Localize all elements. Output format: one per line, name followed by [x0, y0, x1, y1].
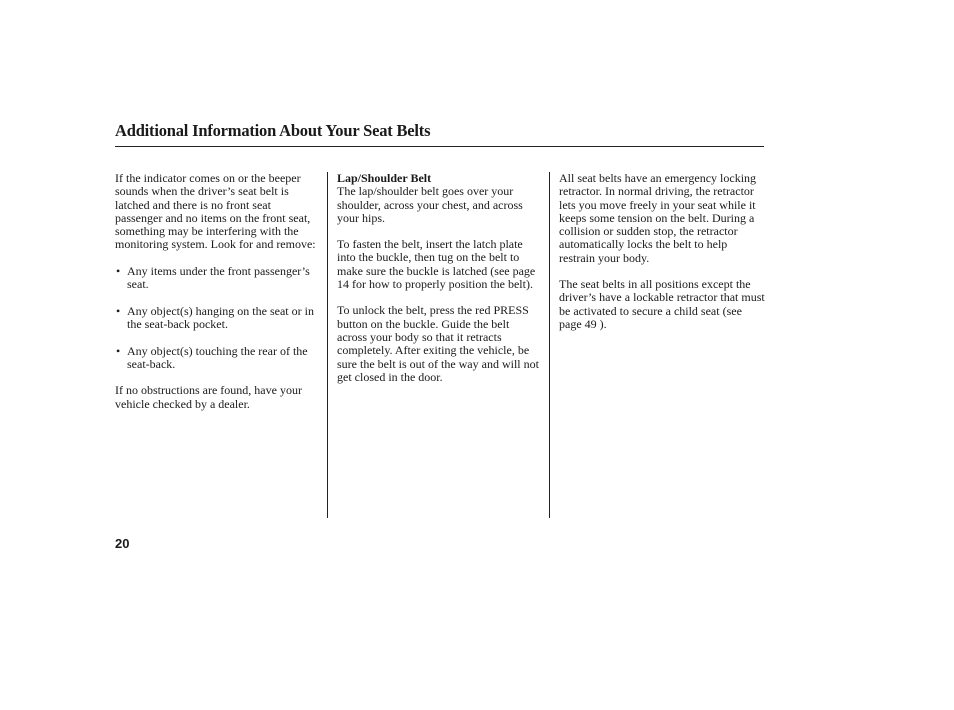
page-title: Additional Information About Your Seat Belts: [115, 121, 431, 140]
section-heading: Lap/Shoulder Belt: [337, 171, 432, 185]
paragraph: To fasten the belt, insert the latch plate into the buckle, then tug on the belt to make sure the buckle is latched (see page 14 for how to properly position the belt).: [337, 237, 536, 292]
list-item-text: Any object(s) touching the rear of the seat-back.: [127, 343, 308, 371]
intro-paragraph: If the indicator comes on or the beeper sounds when the driver’s seat belt is latched and there is no front seat passenger and no items on the front seat, something may be interfering with the monitoring system. Look for and remove:: [115, 171, 316, 252]
paragraph: The lap/shoulder belt goes over your shoulder, across your chest, and across your hips.: [337, 184, 523, 225]
bullet-icon: •: [116, 263, 121, 278]
list-item-text: Any items under the front passenger’s seat.: [127, 263, 310, 292]
paragraph: The seat belts in all positions except the driver’s have a lockable retractor that must be activated to secure a child seat (see page 49 ).: [559, 277, 765, 331]
closing-paragraph: If no obstructions are found, have your vehicle checked by a dealer.: [115, 383, 302, 411]
column-left: [115, 172, 321, 424]
column-right: [559, 172, 765, 344]
list-item: [115, 345, 321, 372]
list-item: [115, 265, 321, 292]
column-middle: [337, 172, 541, 397]
bullet-icon: •: [116, 343, 121, 358]
page-number: 20: [115, 536, 130, 551]
column-divider: [549, 172, 550, 518]
list-item: [115, 305, 321, 332]
list-item-text: Any object(s) hanging on the seat or in the seat-back pocket.: [127, 303, 314, 331]
remove-items-list: [115, 265, 321, 371]
title-divider: [115, 146, 764, 147]
paragraph: To unlock the belt, press the red PRESS button on the buckle. Guide the belt across your body so that it retracts completely. After exiting the vehicle, be sure the belt is out of the way and will not get closed in the door.: [337, 303, 539, 384]
bullet-icon: •: [116, 303, 121, 318]
paragraph: All seat belts have an emergency locking retractor. In normal driving, the retractor lets you move freely in your seat while it keeps some tension on the belt. During a collision or sudden stop, the retractor automatically locks the belt to help restrain your body.: [559, 171, 757, 265]
column-divider: [327, 172, 328, 518]
